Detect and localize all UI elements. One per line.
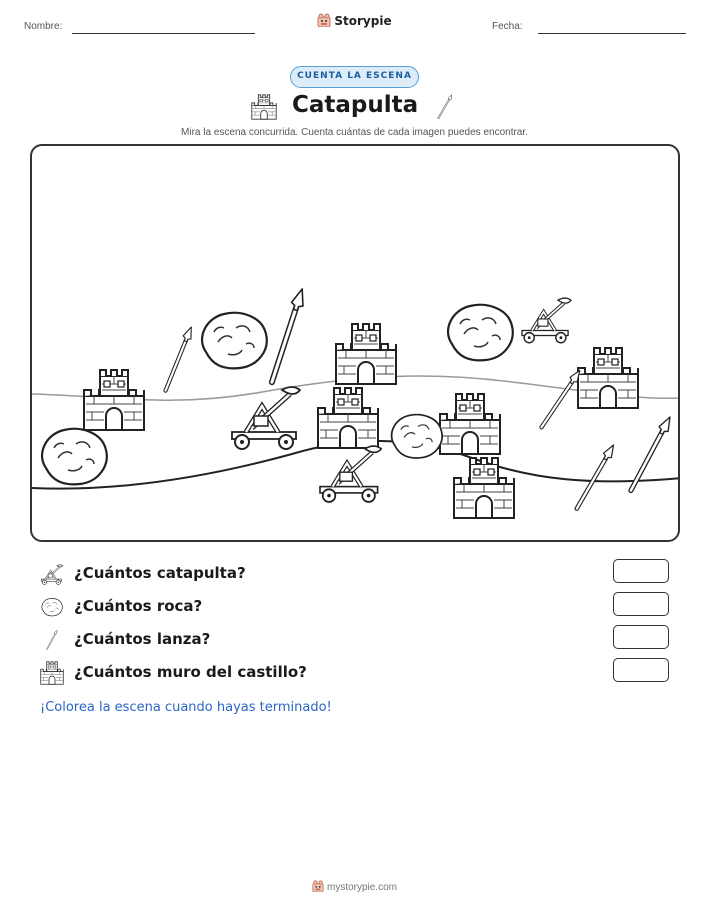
answer-box-spear[interactable] [613,625,669,649]
activity-badge: CUENTA LA ESCENA [290,66,419,88]
boulder-2 [448,305,513,361]
castle-wall-icon [250,94,278,120]
castle-wall-1 [84,370,144,430]
catapult-2 [522,298,571,343]
boulder-3 [42,429,107,485]
name-label: Nombre: [24,21,63,32]
name-field[interactable] [72,33,255,34]
date-label: Fecha: [492,21,523,32]
question-text: ¿Cuántos catapulta? [74,564,246,582]
boulder-4 [392,415,442,458]
question-castle-wall [40,661,680,685]
date-field[interactable] [538,33,686,34]
boulder-icon [40,595,64,619]
spear-1 [266,287,308,384]
answer-box-catapult[interactable] [613,559,669,583]
search-scene[interactable] [30,144,680,542]
spear-icon [40,628,64,652]
spear-3 [538,368,583,430]
boulder-1 [202,313,267,369]
spear-2 [162,325,195,392]
catapult-icon [40,562,64,586]
castle-wall-3 [318,388,378,448]
castle-wall-icon [40,661,64,685]
question-text: ¿Cuántos muro del castillo? [74,663,307,681]
spear-icon [434,92,456,122]
answer-box-boulder[interactable] [613,592,669,616]
castle-wall-4 [440,394,500,454]
spear-4 [573,443,618,511]
coloring-note: ¡Colorea la escena cuando hayas terminado! [40,700,332,715]
page-title: Catapulta [292,92,419,118]
catapult-1 [232,387,300,449]
question-spear [40,628,680,652]
question-text: ¿Cuántos lanza? [74,630,211,648]
scene-illustration [32,146,680,542]
storypie-icon [312,880,324,892]
castle-wall-2 [336,324,396,384]
title-row [0,92,709,124]
footer [0,880,709,893]
footer-site[interactable]: mystorypie.com [326,882,397,893]
castle-wall-5 [578,348,638,408]
castle-wall-6 [454,458,514,518]
catapult-3 [320,446,381,502]
brand-logo [0,13,709,28]
answer-box-castle-wall[interactable] [613,658,669,682]
brand-name: Storypie [334,14,392,28]
question-catapult [40,562,680,586]
question-boulder [40,595,680,619]
storypie-icon [317,13,331,27]
question-text: ¿Cuántos roca? [74,597,203,615]
instructions: Mira la escena concurrida. Cuenta cuántas de cada imagen puedes encontrar. [181,127,528,138]
